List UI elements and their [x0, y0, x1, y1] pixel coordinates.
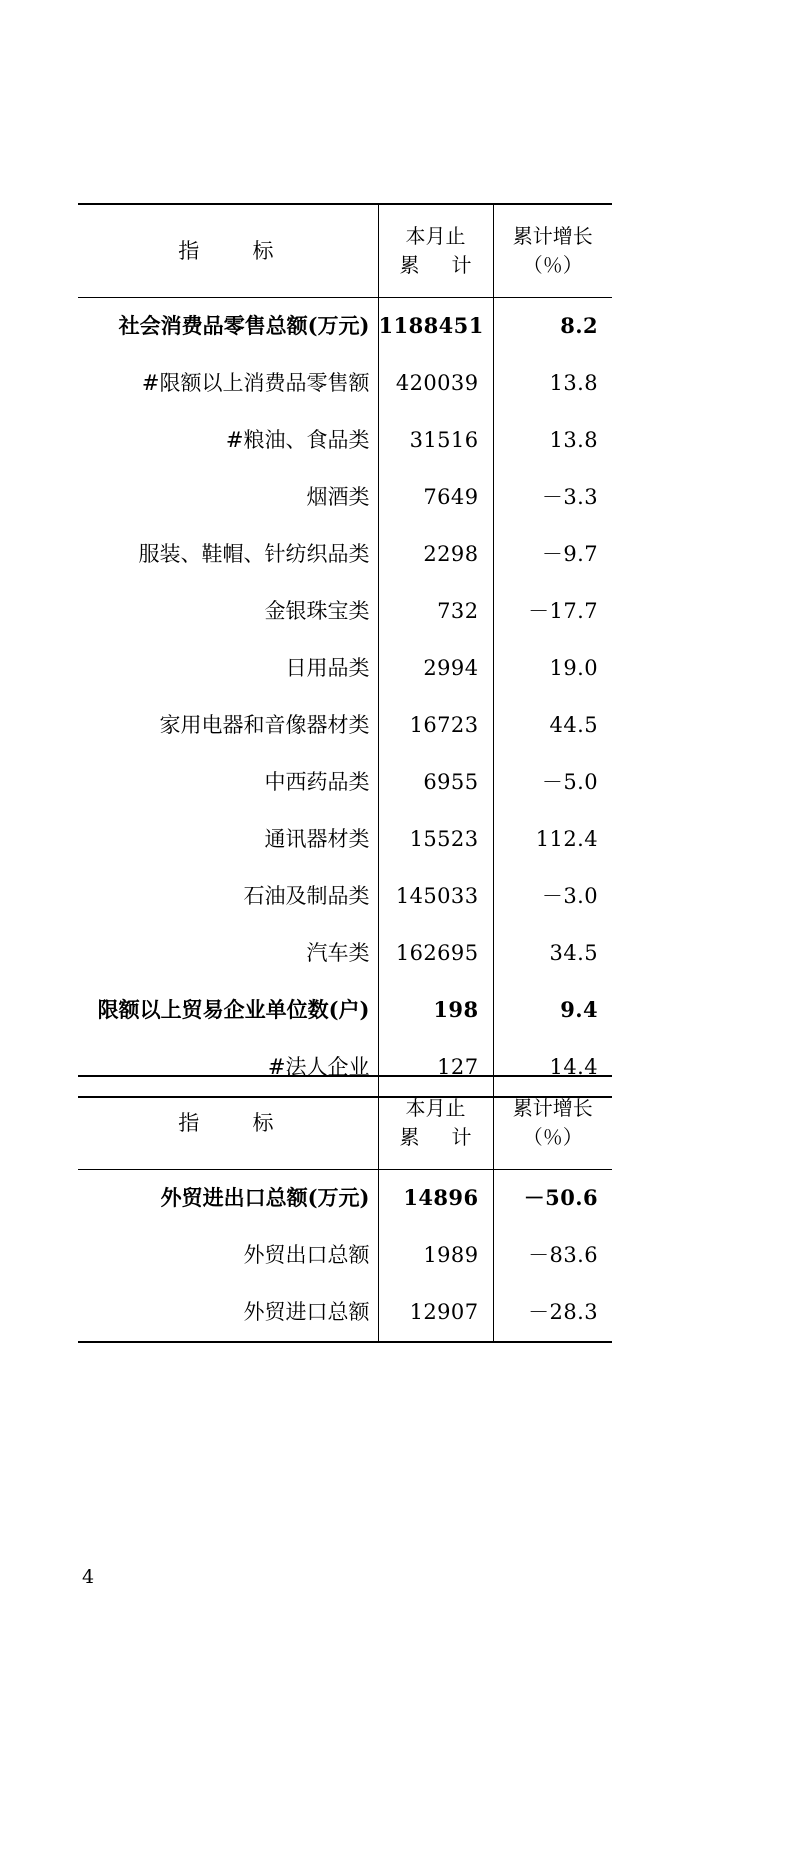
row-growth-percent: 13.8 [493, 412, 612, 469]
row-cumulative-value: 127 [378, 1039, 493, 1097]
row-label: #限额以上消费品零售额 [141, 371, 370, 396]
row-growth-percent: －9.7 [493, 526, 612, 583]
column-header-growth-line2: （％） [522, 253, 583, 277]
table-row [78, 583, 612, 640]
row-growth-percent: 9.4 [493, 982, 612, 1039]
row-growth-percent: 112.4 [493, 811, 612, 868]
row-growth-percent: 13.8 [493, 355, 612, 412]
row-label: 中西药品类 [264, 770, 370, 795]
row-label: #粮油、食品类 [225, 428, 370, 453]
row-growth-percent: 44.5 [493, 697, 612, 754]
row-cumulative-value: 420039 [378, 355, 493, 412]
column-header-cumulative-line1: 本月止 [405, 1096, 466, 1120]
statistics-table [78, 203, 612, 1098]
table-row [78, 640, 612, 697]
table-row [78, 412, 612, 469]
table-row [78, 1170, 612, 1228]
table-header [78, 204, 612, 298]
row-cumulative-value: 31516 [378, 412, 493, 469]
row-label: 金银珠宝类 [264, 599, 370, 624]
column-header-cumulative-line1: 本月止 [405, 224, 466, 248]
table-header-row [78, 1076, 612, 1170]
row-growth-percent: －50.6 [493, 1170, 612, 1228]
row-label: 家用电器和音像器材类 [159, 713, 370, 738]
table-body [78, 298, 612, 1098]
row-label: 外贸进口总额 [78, 1284, 378, 1342]
row-label: #法人企业 [78, 1039, 378, 1097]
row-cumulative-value: 7649 [378, 469, 493, 526]
row-growth-percent: －83.6 [493, 1227, 612, 1284]
table-header [78, 1076, 612, 1170]
row-cumulative-value: 6955 [378, 754, 493, 811]
column-header-cumulative-line2: 累 计 [399, 253, 478, 277]
row-growth-percent: 19.0 [493, 640, 612, 697]
row-growth-percent: 8.2 [493, 298, 612, 356]
row-growth-percent: －28.3 [493, 1284, 612, 1342]
row-cumulative-value: 14896 [378, 1170, 493, 1228]
row-cumulative-value: 198 [378, 982, 493, 1039]
table-row [78, 355, 612, 412]
row-label: 烟酒类 [306, 485, 370, 510]
row-growth-percent: 14.4 [493, 1039, 612, 1097]
retail-trade-table [78, 203, 612, 1098]
table-row [78, 982, 612, 1039]
row-label: 通讯器材类 [264, 827, 370, 852]
column-header-cumulative-line2: 累 计 [399, 1125, 478, 1149]
row-label: 限额以上贸易企业单位数(户) [97, 997, 370, 1023]
table-row [78, 1284, 612, 1342]
row-label: 外贸进出口总额(万元) [78, 1170, 378, 1228]
table-row [78, 298, 612, 356]
row-cumulative-value: 15523 [378, 811, 493, 868]
row-growth-percent: －17.7 [493, 583, 612, 640]
column-header-indicator: 指 标 [78, 1076, 378, 1170]
row-cumulative-value: 1188451 [378, 298, 493, 356]
row-label: 服装、鞋帽、针纺织品类 [138, 542, 370, 567]
row-label: 日用品类 [285, 656, 370, 681]
column-header-cumulative [378, 1076, 493, 1170]
column-header-growth-line1: 累计增长 [512, 224, 593, 248]
row-growth-percent: 34.5 [493, 925, 612, 982]
table-row [78, 811, 612, 868]
table-row [78, 925, 612, 982]
row-cumulative-value: 162695 [378, 925, 493, 982]
statistics-table [78, 1075, 612, 1343]
row-cumulative-value: 1989 [378, 1227, 493, 1284]
row-growth-percent: －5.0 [493, 754, 612, 811]
column-header-indicator: 指 标 [78, 204, 378, 298]
column-header-growth-line1: 累计增长 [512, 1096, 593, 1120]
row-label: 外贸出口总额 [243, 1243, 370, 1268]
column-header-growth [493, 1076, 612, 1170]
row-cumulative-value: 2298 [378, 526, 493, 583]
column-header-cumulative [378, 204, 493, 298]
table-row [78, 868, 612, 925]
row-cumulative-value: 16723 [378, 697, 493, 754]
row-cumulative-value: 12907 [378, 1284, 493, 1342]
row-cumulative-value: 2994 [378, 640, 493, 697]
table-row [78, 697, 612, 754]
table-body [78, 1170, 612, 1343]
row-growth-percent: －3.3 [493, 469, 612, 526]
foreign-trade-table [78, 1075, 612, 1343]
page-number: 4 [82, 1566, 95, 1588]
table-row [78, 469, 612, 526]
row-label: 石油及制品类 [243, 884, 370, 909]
table-header-row [78, 204, 612, 298]
row-label: 社会消费品零售总额(万元) [78, 298, 378, 356]
table-row [78, 1227, 612, 1284]
column-header-growth [493, 204, 612, 298]
table-row [78, 754, 612, 811]
row-growth-percent: －3.0 [493, 868, 612, 925]
row-cumulative-value: 145033 [378, 868, 493, 925]
column-header-growth-line2: （％） [522, 1125, 583, 1149]
table-row [78, 526, 612, 583]
row-label: 汽车类 [306, 941, 370, 966]
row-cumulative-value: 732 [378, 583, 493, 640]
